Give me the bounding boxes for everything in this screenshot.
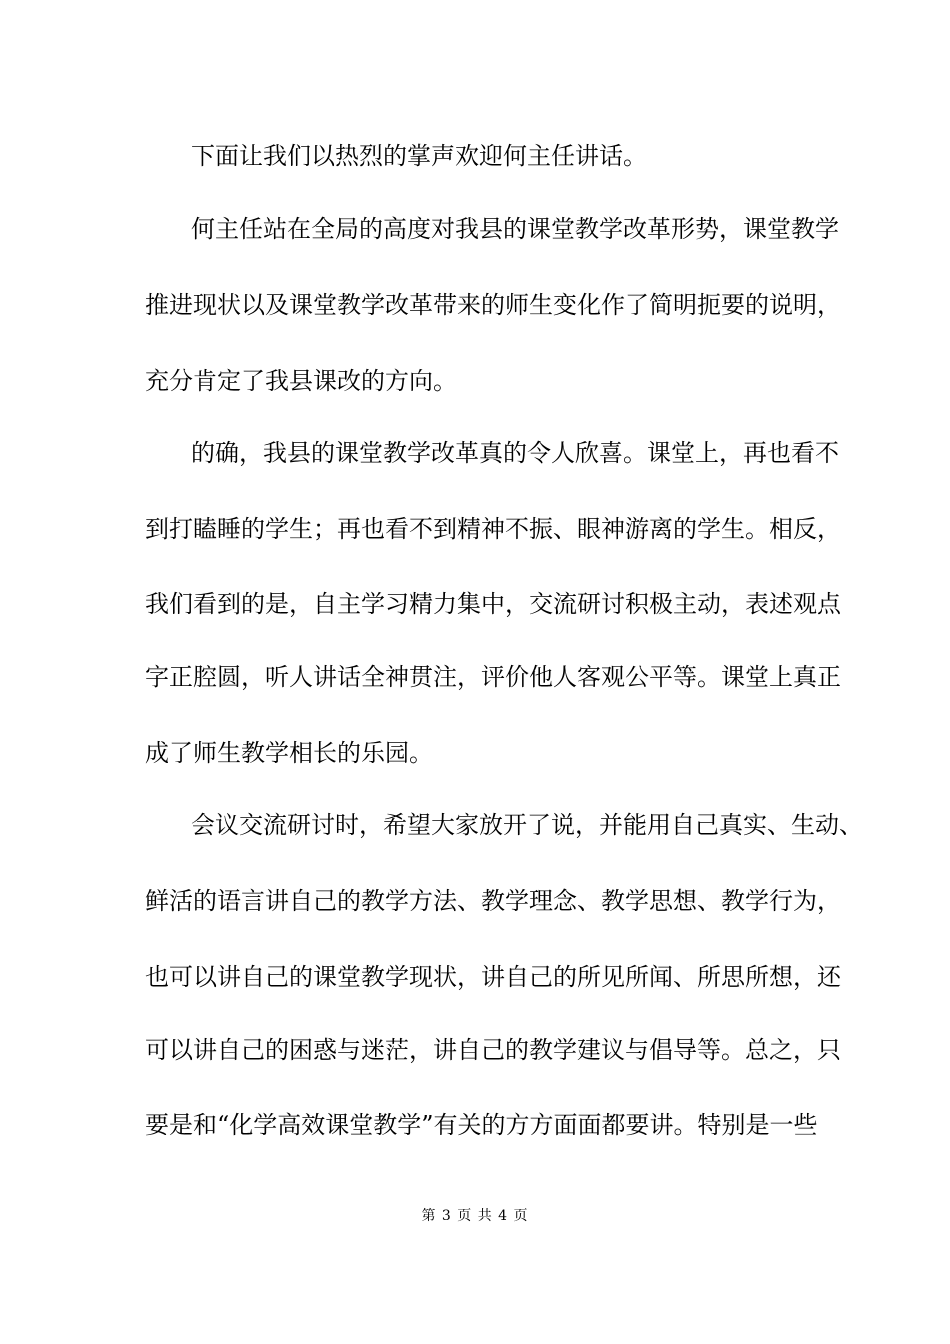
paragraph-line: 到打瞌睡的学生；再也看不到精神不振、眼神游离的学生。相反， <box>145 515 841 543</box>
paragraph-line: 推进现状以及课堂教学改革带来的师生变化作了简明扼要的说明， <box>145 291 841 319</box>
paragraph-line: 要是和“化学高效课堂教学”有关的方方面面都要讲。特别是一些 <box>145 1111 818 1139</box>
paragraph-line: 可以讲自己的困惑与迷茫，讲自己的教学建议与倡导等。总之，只 <box>145 1036 841 1064</box>
paragraph-line: 我们看到的是，自主学习精力集中，交流研讨积极主动，表述观点 <box>145 590 841 618</box>
paragraph-line: 也可以讲自己的课堂教学现状，讲自己的所见所闻、所思所想，还 <box>145 963 841 991</box>
paragraph-line: 何主任站在全局的高度对我县的课堂教学改革形势，课堂教学 <box>191 215 839 243</box>
paragraph-line: 充分肯定了我县课改的方向。 <box>145 367 457 395</box>
paragraph-line: 字正腔圆，听人讲话全神贯注，评价他人客观公平等。课堂上真正 <box>145 663 841 691</box>
paragraph-line: 会议交流研讨时，希望大家放开了说，并能用自己真实、生动、 <box>191 811 863 839</box>
page-number-footer: 第 3 页 共 4 页 <box>421 1208 529 1224</box>
paragraph-line: 的确，我县的课堂教学改革真的令人欣喜。课堂上，再也看不 <box>191 439 839 467</box>
paragraph-line: 鲜活的语言讲自己的教学方法、教学理念、教学思想、教学行为， <box>145 887 841 915</box>
paragraph-line: 成了师生教学相长的乐园。 <box>145 739 433 767</box>
paragraph-line: 下面让我们以热烈的掌声欢迎何主任讲话。 <box>191 142 647 170</box>
